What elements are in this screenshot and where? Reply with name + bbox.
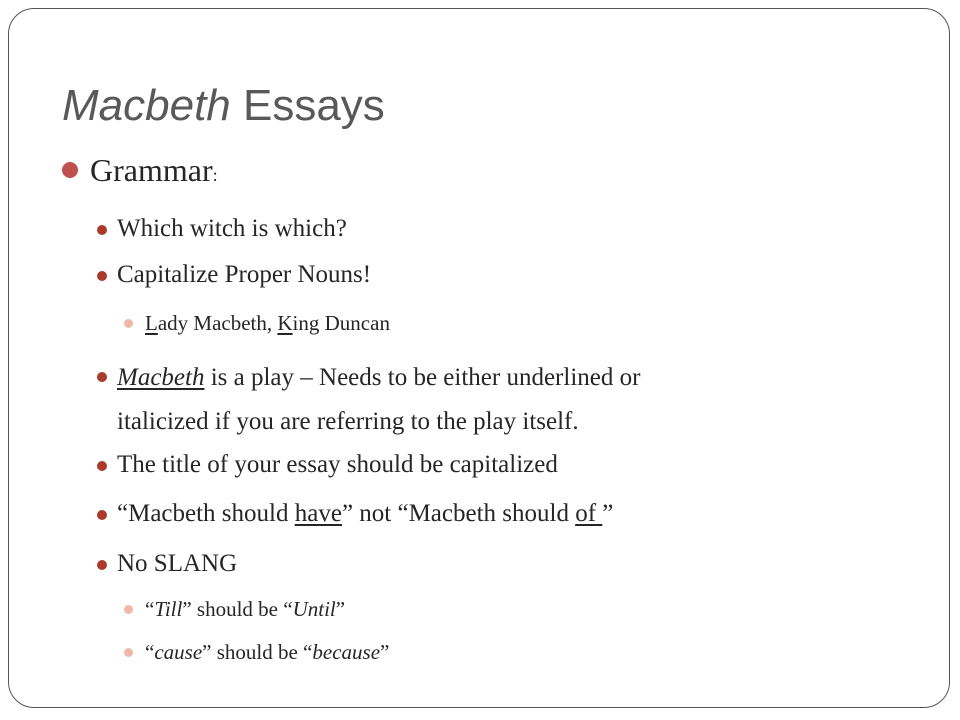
bullet-have-of bbox=[117, 500, 613, 528]
grammar-colon: : bbox=[212, 165, 218, 185]
bullet-essay-title bbox=[117, 451, 558, 479]
have-word: have bbox=[294, 500, 342, 527]
bullet-grammar bbox=[90, 152, 218, 192]
bullet-dot-icon bbox=[97, 372, 107, 382]
bullet-dot-icon bbox=[97, 461, 107, 471]
have-quote-start: “Macbeth should bbox=[117, 500, 295, 527]
capitalize-text: Capitalize Proper Nouns! bbox=[117, 261, 372, 288]
bullet-dot-icon bbox=[124, 648, 133, 657]
play-line1: is a play – Needs to be either underlined or bbox=[204, 364, 641, 391]
bullet-names bbox=[145, 311, 390, 336]
play-title: Macbeth bbox=[117, 364, 205, 391]
play-line2: italicized if you are referring to the play itself. bbox=[117, 408, 579, 435]
slang-text: No SLANG bbox=[117, 550, 238, 577]
bullet-dot-icon bbox=[97, 560, 107, 570]
essay-title-text: The title of your essay should be capitalized bbox=[117, 451, 558, 478]
bullet-witch bbox=[117, 215, 347, 243]
cause-open: “ bbox=[145, 640, 155, 664]
because-word: because bbox=[312, 640, 381, 664]
have-end: ” bbox=[602, 500, 614, 527]
cause-word: cause bbox=[154, 640, 203, 664]
bullet-dot-icon bbox=[97, 225, 107, 235]
bullet-till bbox=[145, 597, 345, 622]
lady-initial: L bbox=[145, 311, 158, 335]
bullet-play bbox=[117, 356, 640, 444]
till-word: Till bbox=[154, 597, 183, 621]
until-word: Until bbox=[292, 597, 336, 621]
till-open: “ bbox=[145, 597, 155, 621]
king-initial: K bbox=[277, 311, 293, 335]
title-italic: Macbeth bbox=[62, 81, 231, 130]
till-close: ” bbox=[335, 597, 346, 621]
bullet-slang bbox=[117, 550, 237, 578]
bullet-cause bbox=[145, 640, 389, 665]
cause-close: ” bbox=[380, 640, 390, 664]
title-rest: Essays bbox=[230, 81, 385, 130]
bullet-dot-icon bbox=[97, 271, 107, 281]
till-mid: ” should be “ bbox=[182, 597, 293, 621]
bullet-dot-icon bbox=[124, 605, 133, 614]
lady-rest: ady Macbeth, bbox=[157, 311, 278, 335]
grammar-heading: Grammar bbox=[90, 152, 213, 188]
bullet-dot-icon bbox=[62, 162, 78, 178]
king-rest: ing Duncan bbox=[292, 311, 390, 335]
bullet-capitalize bbox=[117, 261, 371, 289]
bullet-dot-icon bbox=[124, 319, 133, 328]
of-word: of bbox=[575, 500, 603, 527]
have-mid: ” not “Macbeth should bbox=[341, 500, 576, 527]
cause-mid: ” should be “ bbox=[202, 640, 313, 664]
slide-title bbox=[62, 78, 385, 134]
bullet-dot-icon bbox=[97, 510, 107, 520]
witch-text: Which witch is which? bbox=[117, 215, 347, 242]
